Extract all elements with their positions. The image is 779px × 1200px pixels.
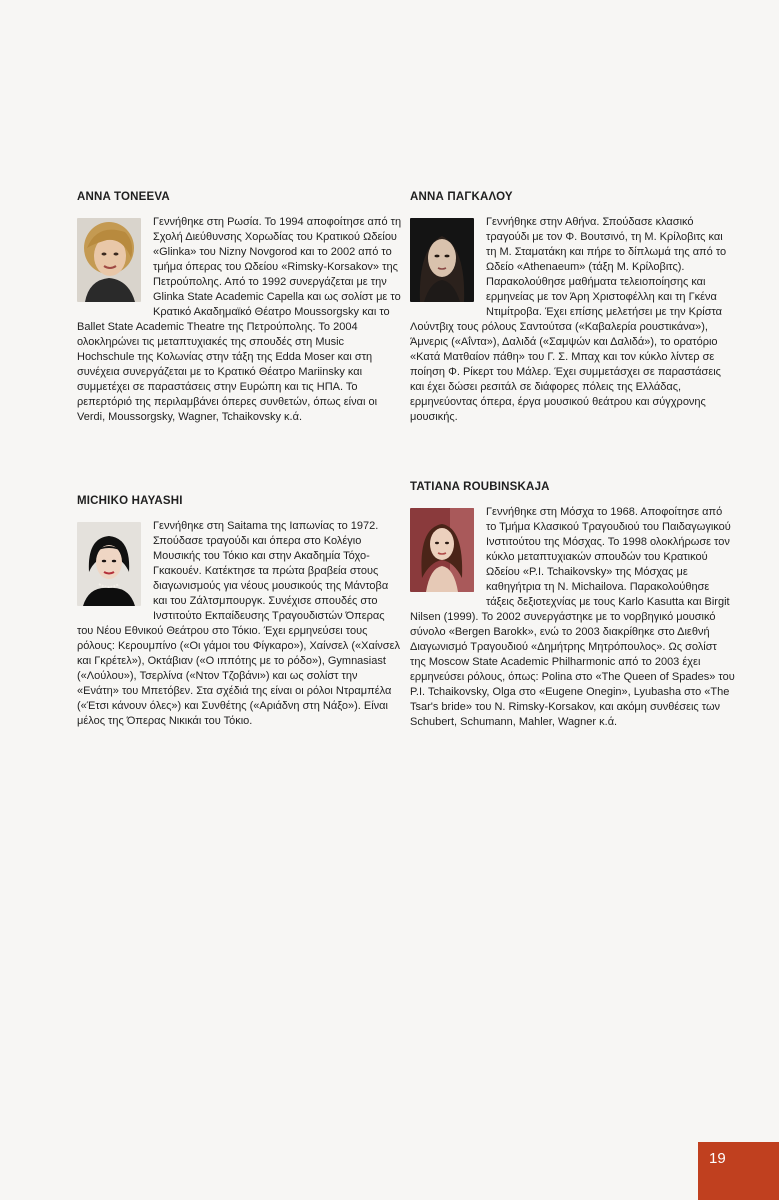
bio-text: Γεννήθηκε στη Ρωσία. Το 1994 αποφοίτησε από τη Σχολή Διεύθυνσης Χορωδίας του Κρατικού Ωδείου «Glinka» του Nizny Novgorod και το 2002 από το τμήμα όπερας του Ωδείου «Rimsky-Korsakov» της Πετρούπολης. Από το 1992 συνεργάζεται με την Glinka State Academic Capella και ως σολίστ με το Κρατικό Ακαδημαϊκό Θέατρο Moussorgsky και το Ballet State Academic Theatre της Πετρούπολης. Το 2004 ολοκληρώνει τις μεταπτυχιακές της σπουδές στη Music Hochschule της Κολωνίας στην τάξη της Edda Moser και στη συνέχεια συνεργάζεται με το Κρατικό Θέατρο Mariinsky και συμμετέχει σε παραστάσεις στην Ευρώπη και τις ΗΠΑ. Το ρεπερτόριό της περιλαμβάνει όπερες συνθετών, όπως είναι οι Verdi, Moussorgsky, Wagner, Tchaikovsky κ.ά. — [77, 216, 402, 423]
bio-name: TATIANA ROUBINSKAJA — [410, 481, 550, 493]
bio-michiko-hayashi — [77, 494, 402, 729]
bio-name: MICHIKO HAYASHI — [77, 495, 183, 507]
portrait-black-hair-photo — [77, 522, 141, 606]
portrait-photo-icon — [410, 508, 474, 592]
portrait-blonde-photo — [77, 218, 141, 302]
bio-name: ΑΝΝΑ ΠΑΓΚΑΛΟΥ — [410, 191, 513, 203]
bio-text: Γεννήθηκε στη Μόσχα το 1968. Αποφοίτησε από το Τμήμα Κλασικού Τραγουδιού του Παιδαγωγικού Ινστιτούτου της Μόσχας. Το 1998 ολοκλήρωσε τον κύκλο μεταπτυχιακών σπουδών του Κρατικού Ωδείου «P.I. Tchaikovsky» της Μόσχας με καθηγήτρια τη N. Michailova. Παρακολούθησε τάξεις δεξιοτεχνίας με τους Karlo Kasutta και Birgit Nilsen (1999). Το 2002 συνεργάστηκε με το νορβηγικό μουσικό σύνολο «Bergen Barokk», ενώ το 2003 διακρίθηκε στο Διεθνή Διαγωνισμό Τραγουδιού «Δημήτρης Μητρόπουλος». Ως σολίστ της Moscow State Academic Philharmonic από το 2003 έχει ερμηνεύσει ρόλους, όπως: Polina στο «The Queen of Spades» του P.I. Tchaikovsky, Olga στο «Eugene Onegin», Lyubasha στο «The Tsar's bride» του N. Rimsky-Korsakov, και ακόμη συνθέσεις των Schubert, Schumann, Mahler, Wagner κ.ά. — [410, 506, 735, 728]
bio-tatiana-roubinskaja — [410, 480, 735, 730]
bio-anna-pagkalou — [410, 190, 735, 425]
bio-anna-toneeva — [77, 190, 402, 425]
portrait-reddish-photo — [410, 508, 474, 592]
page-number: 19 — [698, 1142, 779, 1200]
portrait-photo-icon — [77, 218, 141, 302]
portrait-photo-icon — [77, 522, 141, 606]
bio-name: ANNA TONEEVA — [77, 191, 170, 203]
bio-text: Γεννήθηκε στην Αθήνα. Σπούδασε κλασικό τραγούδι με τον Φ. Βουτσινό, τη Μ. Κρίλοβιτς και τη Μ. Σταματάκη και πήρε το δίπλωμά της από το Ωδείο «Athenaeum» (τάξη Μ. Κρίλοβιτς). Παρακολούθησε μαθήματα τελειοποίησης και ερμηνείας με τον Άρη Χριστοφέλλη και τη Γκένα Ντιμίτροβα. Έχει επίσης μελετήσει με την Κρίστα Λούντβιχ τους ρόλους Σαντούτσα («Καβαλερία ρουστικάνα»), Άμνερις («Αΐντα»), Δαλιδά («Σαμψών και Δαλιδά»), το ορατόριο «Κατά Ματθαίον πάθη» του Γ. Σ. Μπαχ και τον κύκλο λίντερ σε ποίηση Φ. Ρίκερτ του Μάλερ. Έχει συμμετάσχει σε παραστάσεις και έχει δώσει ρεσιτάλ σε διάφορες πόλεις της Ελλάδας, ερμηνεύοντας όπερα, έργα μουσικού θεάτρου και σύγχρονης μουσικής. — [410, 216, 727, 423]
bio-text: Γεννήθηκε στη Saitama της Ιαπωνίας το 1972. Σπούδασε τραγούδι και όπερα στο Κολέγιο Μουσικής του Τόκιο και στην Ακαδημία Τόχο-Γκακουέν. Κατέκτησε τα πρώτα βραβεία στους διαγωνισμούς για νέους μουσικούς της Μάντοβα και του Ζάλτσμπουργκ. Συνέχισε σπουδές στο Ινστιτούτο Εκπαίδευσης Τραγουδιστών Όπερας του Νέου Εθνικού Θεάτρου στο Τόκιο. Έχει ερμηνεύσει τους ρόλους: Κερουμπίνο («Οι γάμοι του Φίγκαρο»), Χαίνσελ («Χαίνσελ και Γκρέτελ»), Οκτάβιαν («Ο ιππότης με το ρόδο»), Gymnasiast («Λούλου»), Τσερλίνα («Ντον Τζοβάνι») και ως σολίστ την «Ενάτη» του Μπετόβεν. Στα σχέδιά της είναι οι ρόλοι Ντραμπέλα («Έτσι κάνουν όλες») και Συνθέτης («Αριάδνη στη Νάξο»). Είναι μέλος της Όπερας Νικικάι του Τόκιο. — [77, 520, 400, 727]
portrait-photo-icon — [410, 218, 474, 302]
portrait-dark-photo — [410, 218, 474, 302]
